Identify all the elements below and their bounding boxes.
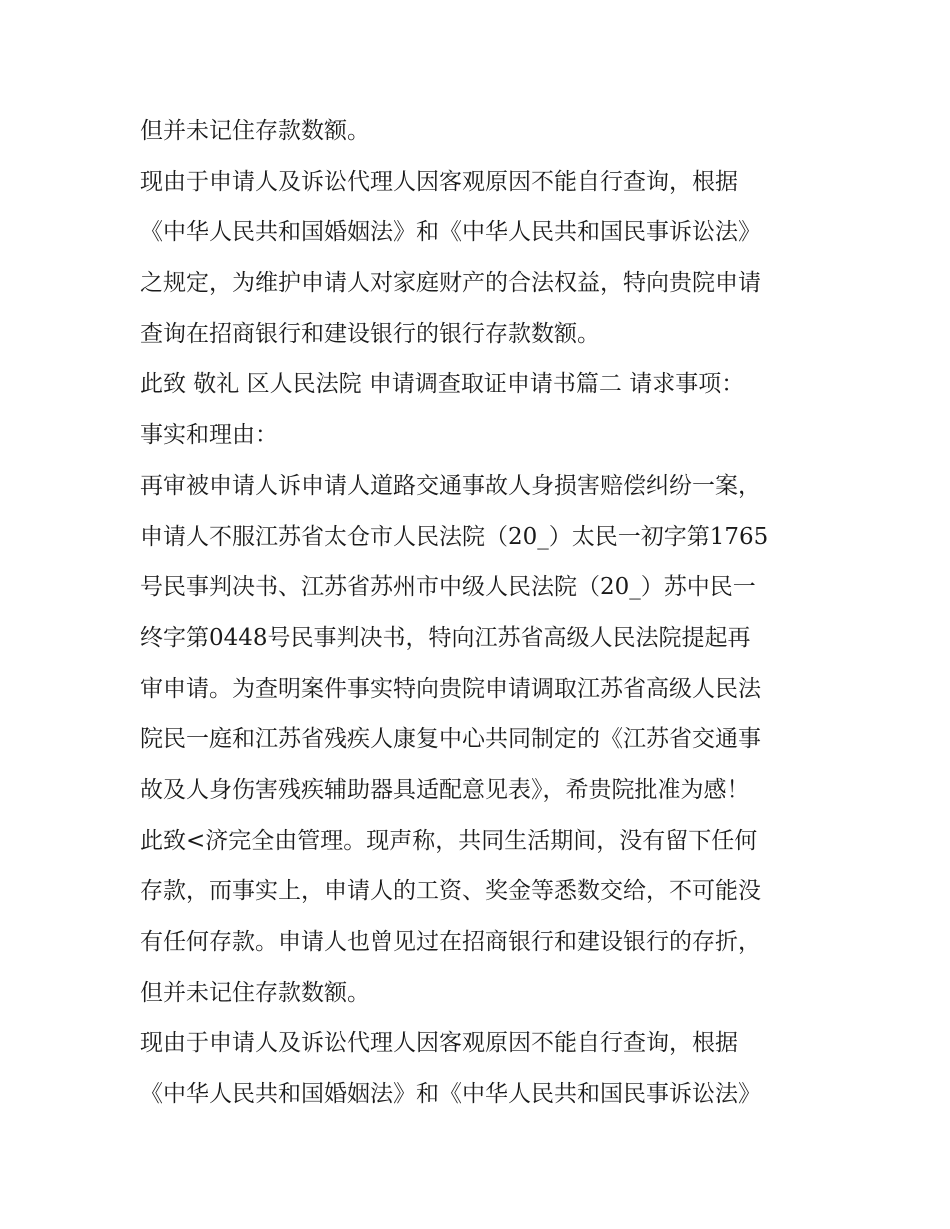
text-line: 现由于申请人及诉讼代理人因客观原因不能自行查询，根据 xyxy=(140,168,738,195)
text-line: 事实和理由： xyxy=(140,422,278,449)
text-line: 院民一庭和江苏省残疾人康复中心共同制定的《江苏省交通事 xyxy=(140,726,761,753)
text-line: 号民事判决书、江苏省苏州市中级人民法院（20_）苏中民一 xyxy=(140,574,756,601)
text-line: 现由于申请人及诉讼代理人因客观原因不能自行查询，根据 xyxy=(140,1030,738,1057)
text-line: 审申请。为查明案件事实特向贵院申请调取江苏省高级人民法 xyxy=(140,675,761,702)
text-line: 申请人不服江苏省太仓市人民法院（20_）太民一初字第1765 xyxy=(140,523,769,550)
text-line: 存款，而事实上，申请人的工资、奖金等悉数交给，不可能没 xyxy=(140,878,761,905)
text-line: 故及人身伤害残疾辅助器具适配意见表》，希贵院批准为感！ xyxy=(140,776,750,803)
text-line: 终字第0448号民事判决书，特向江苏省高级人民法院提起再 xyxy=(140,624,751,651)
text-line: 《中华人民共和国婚姻法》和《中华人民共和国民事诉讼法》 xyxy=(140,1081,761,1108)
text-line: 再审被申请人诉申请人道路交通事故人身损害赔偿纠纷一案， xyxy=(140,472,761,499)
document-body xyxy=(140,106,830,1120)
text-line: 之规定，为维护申请人对家庭财产的合法权益，特向贵院申请 xyxy=(140,270,761,297)
text-line: 此致<济完全由管理。现声称，共同生活期间，没有留下任何 xyxy=(140,827,758,854)
text-line: 《中华人民共和国婚姻法》和《中华人民共和国民事诉讼法》 xyxy=(140,219,761,246)
text-line: 此致 敬礼 区人民法院 申请调查取证申请书篇二 请求事项： xyxy=(140,371,745,398)
text-line: 有任何存款。申请人也曾见过在招商银行和建设银行的存折， xyxy=(140,929,761,955)
text-line: 查询在招商银行和建设银行的银行存款数额。 xyxy=(140,320,600,347)
text-line: 但并未记住存款数额。 xyxy=(140,118,370,144)
text-line: 但并未记住存款数额。 xyxy=(140,979,370,1006)
